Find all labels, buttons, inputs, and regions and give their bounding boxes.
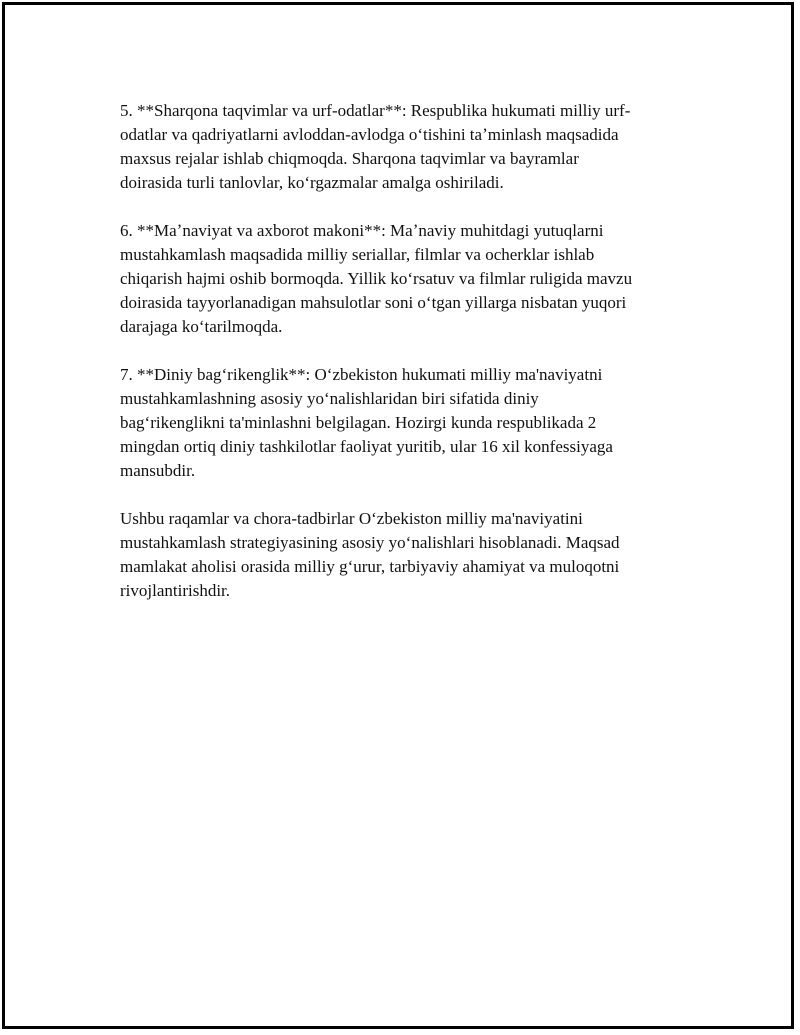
document-body <box>120 99 692 627</box>
paragraph-sharqona-taqvimlar: 5. **Sharqona taqvimlar va urf-odatlar**: Respublika hukumati milliy urf- odatlar va qadriyatlarni avloddan-avlodga oʻtishini taʼminlash maqsadida maxsus rejalar ishlab chiqmoqda. Sharqona taqvimlar va bayramlar doirasida turli tanlovlar, koʻrgazmalar amalga oshiriladi. <box>120 101 631 192</box>
paragraph-conclusion: Ushbu raqamlar va chora-tadbirlar Oʻzbekiston milliy ma'naviyatini mustahkamlash strategiyasining asosiy yoʻnalishlari hisoblanadi. Maqsad mamlakat aholisi orasida milliy gʻurur, tarbiyaviy ahamiyat va muloqotni rivojlantirishdir. <box>120 509 620 600</box>
page-border <box>2 2 794 1029</box>
paragraph-diniy-bagrikenglik: 7. **Diniy bagʻrikenglik**: Oʻzbekiston hukumati milliy ma'naviyatni mustahkamlashning asosiy yoʻnalishlaridan biri sifatida diniy bagʻrikenglikni ta'minlashni belgilagan. Hozirgi kunda respublikada 2 mingdan ortiq diniy tashkilotlar faoliyat yuritib, ular 16 xil konfessiyaga mansubdir. <box>120 365 613 480</box>
paragraph-manaviyat-axborot: 6. **Maʼnaviyat va axborot makoni**: Maʼnaviy muhitdagi yutuqlarni mustahkamlash maqsadida milliy seriallar, filmlar va ocherklar ishlab chiqarish hajmi oshib bormoqda. Yillik koʻrsatuv va filmlar ruligida mavzu doirasida tayyorlanadigan mahsulotlar soni oʻtgan yillarga nisbatan yuqori darajaga koʻtarilmoqda. <box>120 221 633 336</box>
